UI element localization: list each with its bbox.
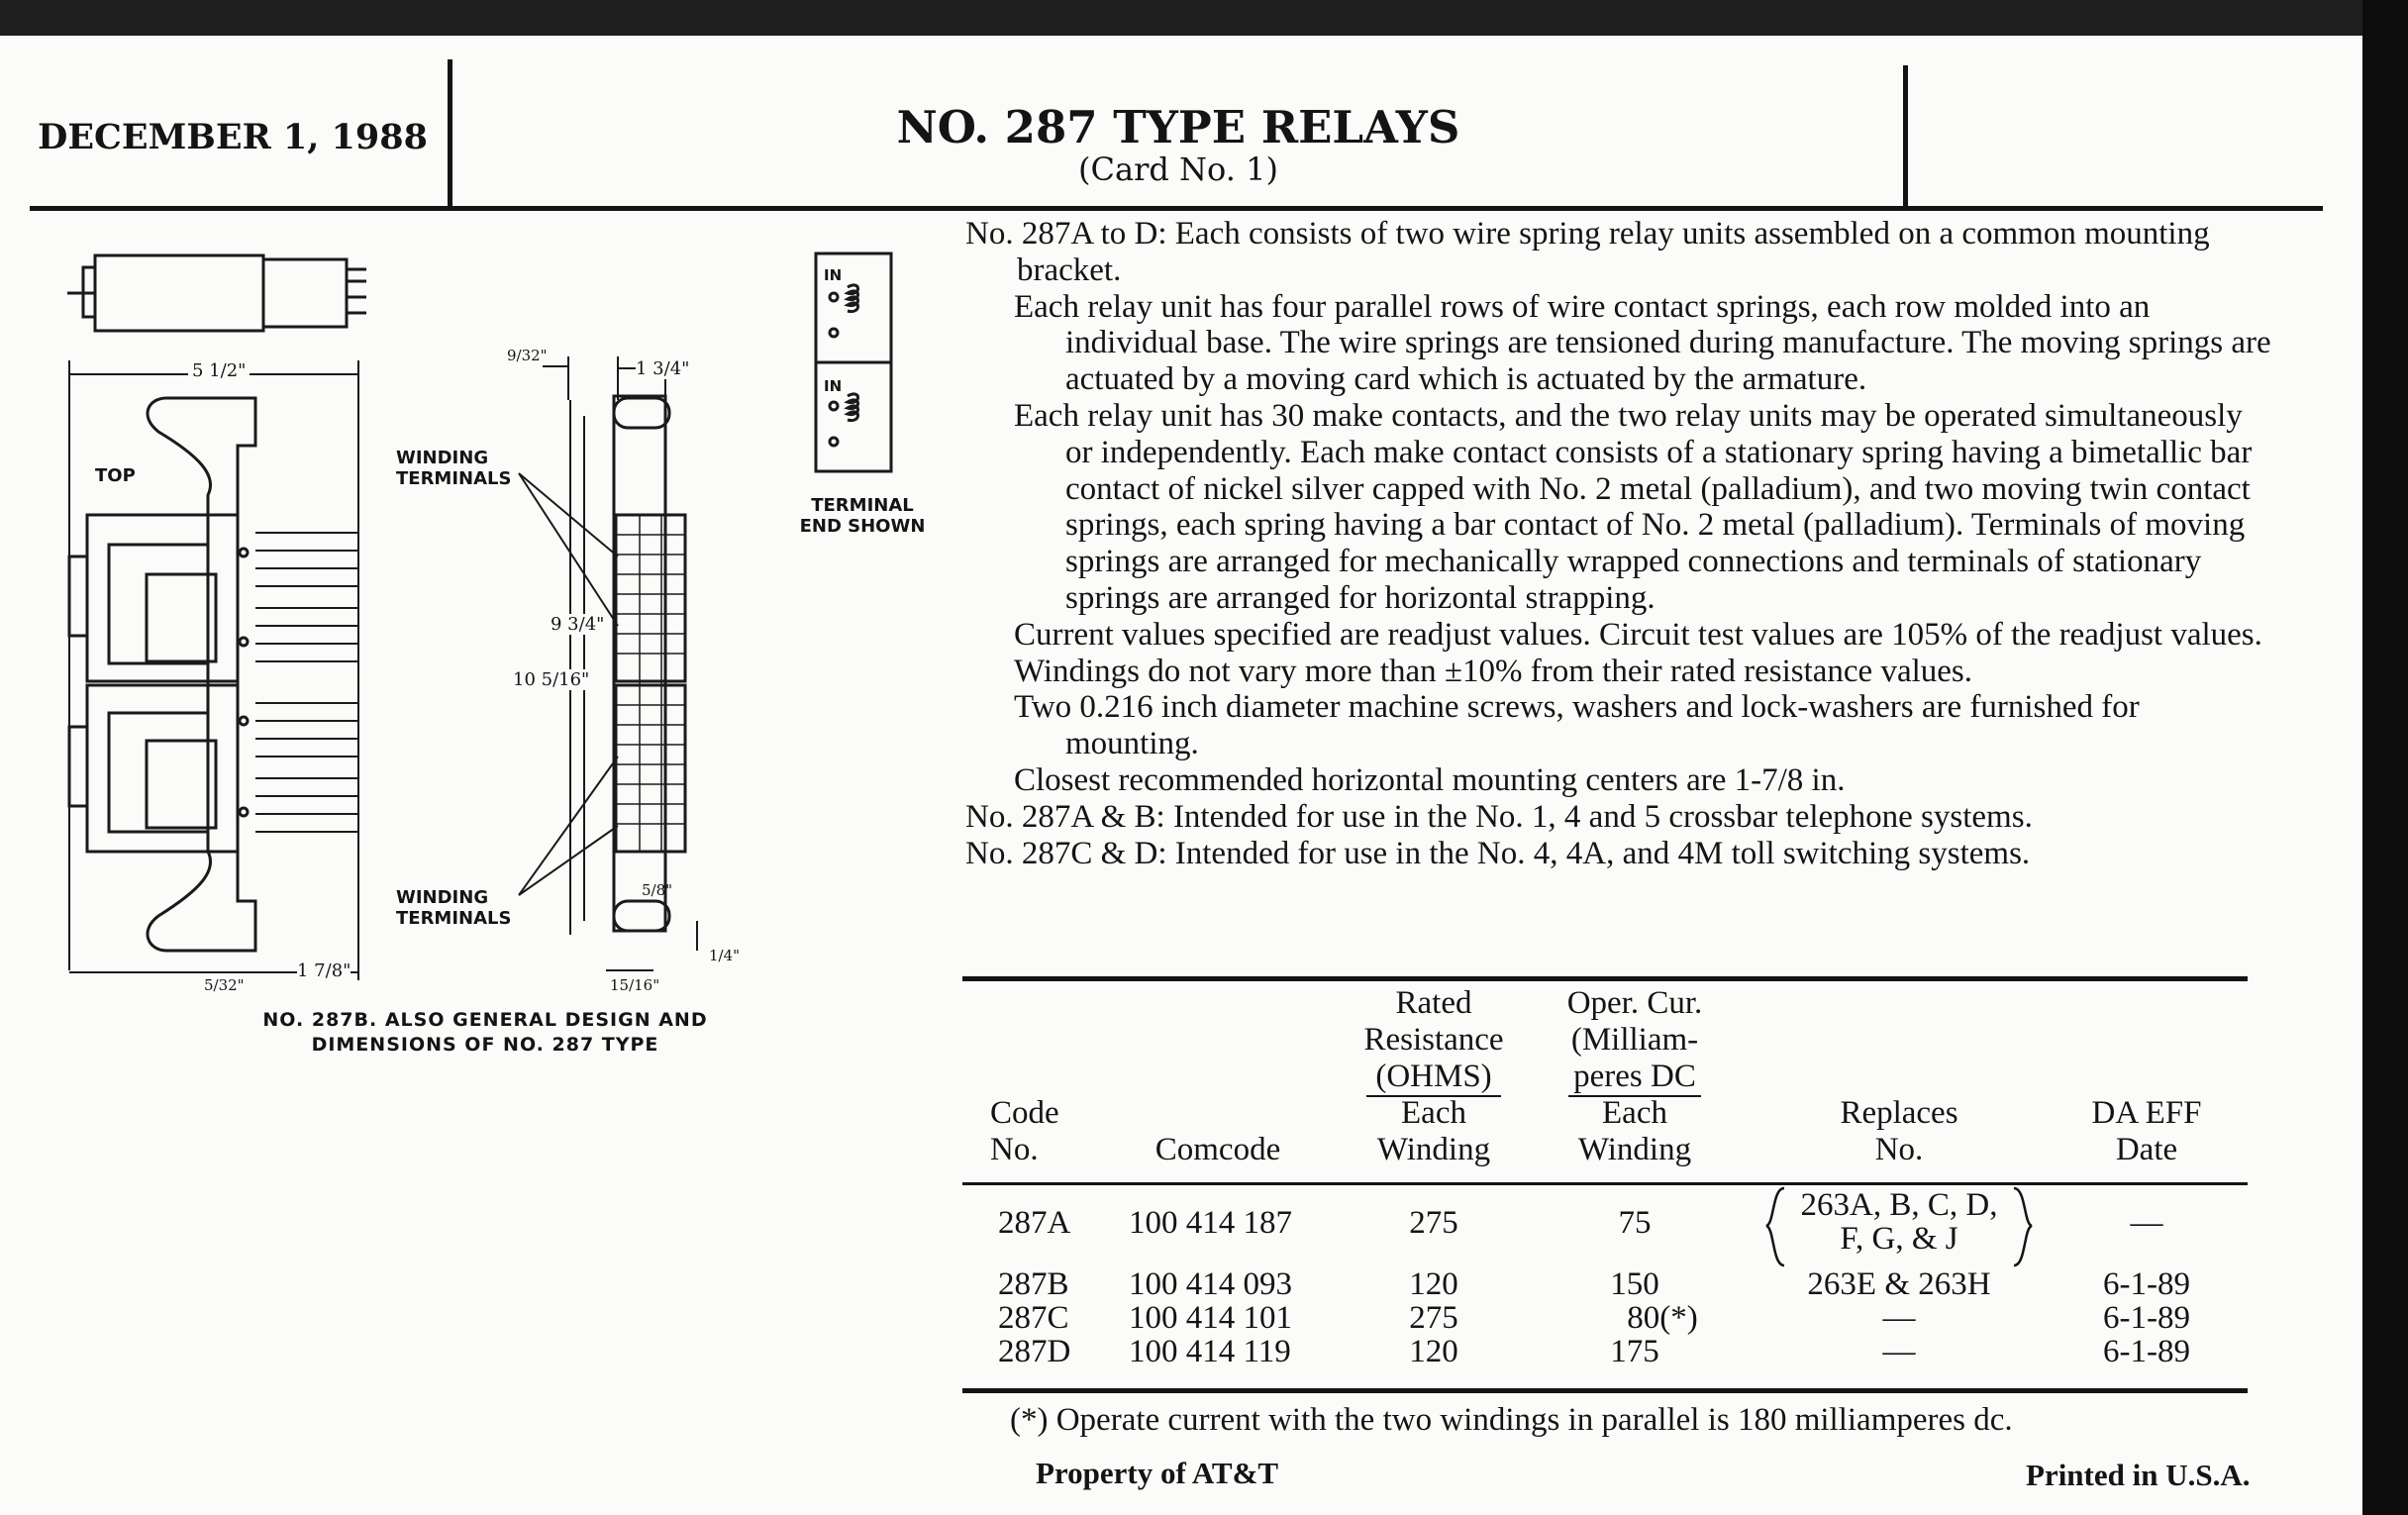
table-top-rule [962, 976, 2248, 981]
card-edge [2362, 0, 2408, 1515]
coil-in-label-2: IN [824, 377, 843, 395]
cell-current: 150 [1610, 1266, 1659, 1302]
cell-comcode: 100 414 119 [1129, 1334, 1291, 1369]
cell-current: 80(*) [1627, 1300, 1698, 1336]
cell-resistance: 120 [1409, 1334, 1458, 1369]
th-current: Oper. Cur. (Milliam- peres DC Each Winding [1566, 985, 1703, 1167]
card-subtitle: (Card No. 1) [1078, 151, 1278, 188]
coil-in-label-1: IN [824, 266, 843, 284]
th-date: DA EFF Date [2091, 1095, 2202, 1167]
cell-comcode: 100 414 187 [1129, 1205, 1292, 1241]
card-date: DECEMBER 1, 1988 [38, 117, 428, 157]
relay-top-view-icon [67, 255, 366, 331]
table-header-rule [962, 1182, 2248, 1185]
replaces-brace-icon [1762, 1184, 2036, 1269]
paragraph: Windings do not vary more than ±10% from their rated resistance values. [1014, 653, 1973, 689]
page-title: NO. 287 TYPE RELAYS [896, 101, 1460, 153]
dim-offset-left: 9/32" [507, 347, 548, 364]
dim-bottom-mid: 1 7/8" [297, 960, 351, 981]
cell-date: 6-1-89 [2103, 1266, 2190, 1302]
cell-comcode: 100 414 093 [1129, 1266, 1292, 1302]
description [965, 216, 2272, 871]
top-label: TOP [95, 465, 136, 486]
cell-resistance: 275 [1409, 1300, 1458, 1336]
paragraph: No. 287A to D: Each consists of two wire spring relay units assembled on a common mounting bracket. [965, 216, 2210, 288]
cell-date: — [2130, 1205, 2163, 1241]
cell-code: 287C [998, 1300, 1069, 1336]
footnote: (*) Operate current with the two windings in parallel is 180 milliamperes dc. [1010, 1402, 2013, 1438]
dim-height-inner: 9 3/4" [551, 614, 605, 635]
dim-slot-h: 1/4" [709, 947, 741, 964]
winding-terminals-label-upper: WINDING TERMINALS [396, 448, 512, 489]
th-resistance: Rated Resistance (OHMS) Each Winding [1363, 985, 1504, 1167]
dim-offset-right: 1 3/4" [636, 358, 690, 379]
paragraph: No. 287C & D: Intended for use in the No. 4, 4A, and 4M toll switching systems. [965, 835, 2031, 871]
dim-slot-b: 15/16" [610, 976, 660, 994]
cell-code: 287A [998, 1205, 1071, 1241]
cell-current: 175 [1610, 1334, 1659, 1369]
paragraph: No. 287A & B: Intended for use in the No. 1, 4 and 5 crossbar telephone systems. [965, 798, 2033, 835]
coil-schematic-icon [816, 253, 891, 471]
dim-bottom-left: 5/32" [204, 976, 245, 994]
cell-current: 75 [1618, 1205, 1652, 1241]
cell-code: 287B [998, 1266, 1069, 1302]
table-bottom-rule [962, 1388, 2248, 1393]
paragraph: Each relay unit has 30 make contacts, and the two relay units may be operated simultaneously or independently. Each make contact consists of a stationary spring having a bimetallic bar contact of nickel silver capped with No. 2 metal (palladium), and two moving twin contact springs, each spring having a bar contact of No. 2 metal (palladium). Terminals of moving springs are arranged for mechanically wrapped connections and terminals of stationary springs are arranged for horizontal strapping. [1014, 397, 2253, 616]
cell-resistance: 120 [1409, 1266, 1458, 1302]
cell-replaces: — [1882, 1334, 1916, 1369]
dim-height-outer: 10 5/16" [513, 669, 590, 690]
cell-code: 287D [998, 1334, 1071, 1369]
relay-end-view-icon [519, 356, 697, 970]
figure-caption: NO. 287B. ALSO GENERAL DESIGN AND DIMENSIONS OF NO. 287 TYPE [262, 1009, 708, 1056]
cell-replaces: 263A, B, C, D, F, G, & J [1800, 1187, 1998, 1257]
cell-comcode: 100 414 101 [1129, 1300, 1292, 1336]
paragraph: Current values specified are readjust values. Circuit test values are 105% of the readjust values. [1014, 616, 2262, 653]
cell-resistance: 275 [1409, 1205, 1458, 1241]
th-replaces: Replaces No. [1840, 1095, 1958, 1167]
winding-terminals-label-lower: WINDING TERMINALS [396, 887, 512, 929]
property-notice: Property of AT&T [1036, 1456, 1279, 1490]
paragraph: Each relay unit has four parallel rows of wire contact springs, each row molded into an individual base. The wire springs are tensioned during manufacture. The moving springs are actuated by a moving card which is actuated by the armature. [1014, 288, 2271, 398]
th-code: Code No. [990, 1095, 1059, 1167]
cell-date: 6-1-89 [2103, 1300, 2190, 1336]
header-divider-right [1903, 65, 1908, 210]
th-comcode: Comcode [1154, 1132, 1281, 1167]
paragraph: Closest recommended horizontal mounting centers are 1-7/8 in. [1014, 761, 1846, 798]
cell-replaces: — [1882, 1300, 1916, 1336]
dim-width-top: 5 1/2" [188, 360, 250, 381]
printed-notice: Printed in U.S.A. [2026, 1458, 2251, 1492]
cell-date: 6-1-89 [2103, 1334, 2190, 1369]
terminal-end-label: TERMINAL END SHOWN [799, 495, 926, 537]
paragraph: Two 0.216 inch diameter machine screws, washers and lock-washers are furnished for mounting. [1014, 689, 2140, 762]
cell-replaces: 263E & 263H [1807, 1266, 1991, 1302]
dim-slot-w: 5/8" [642, 881, 673, 899]
